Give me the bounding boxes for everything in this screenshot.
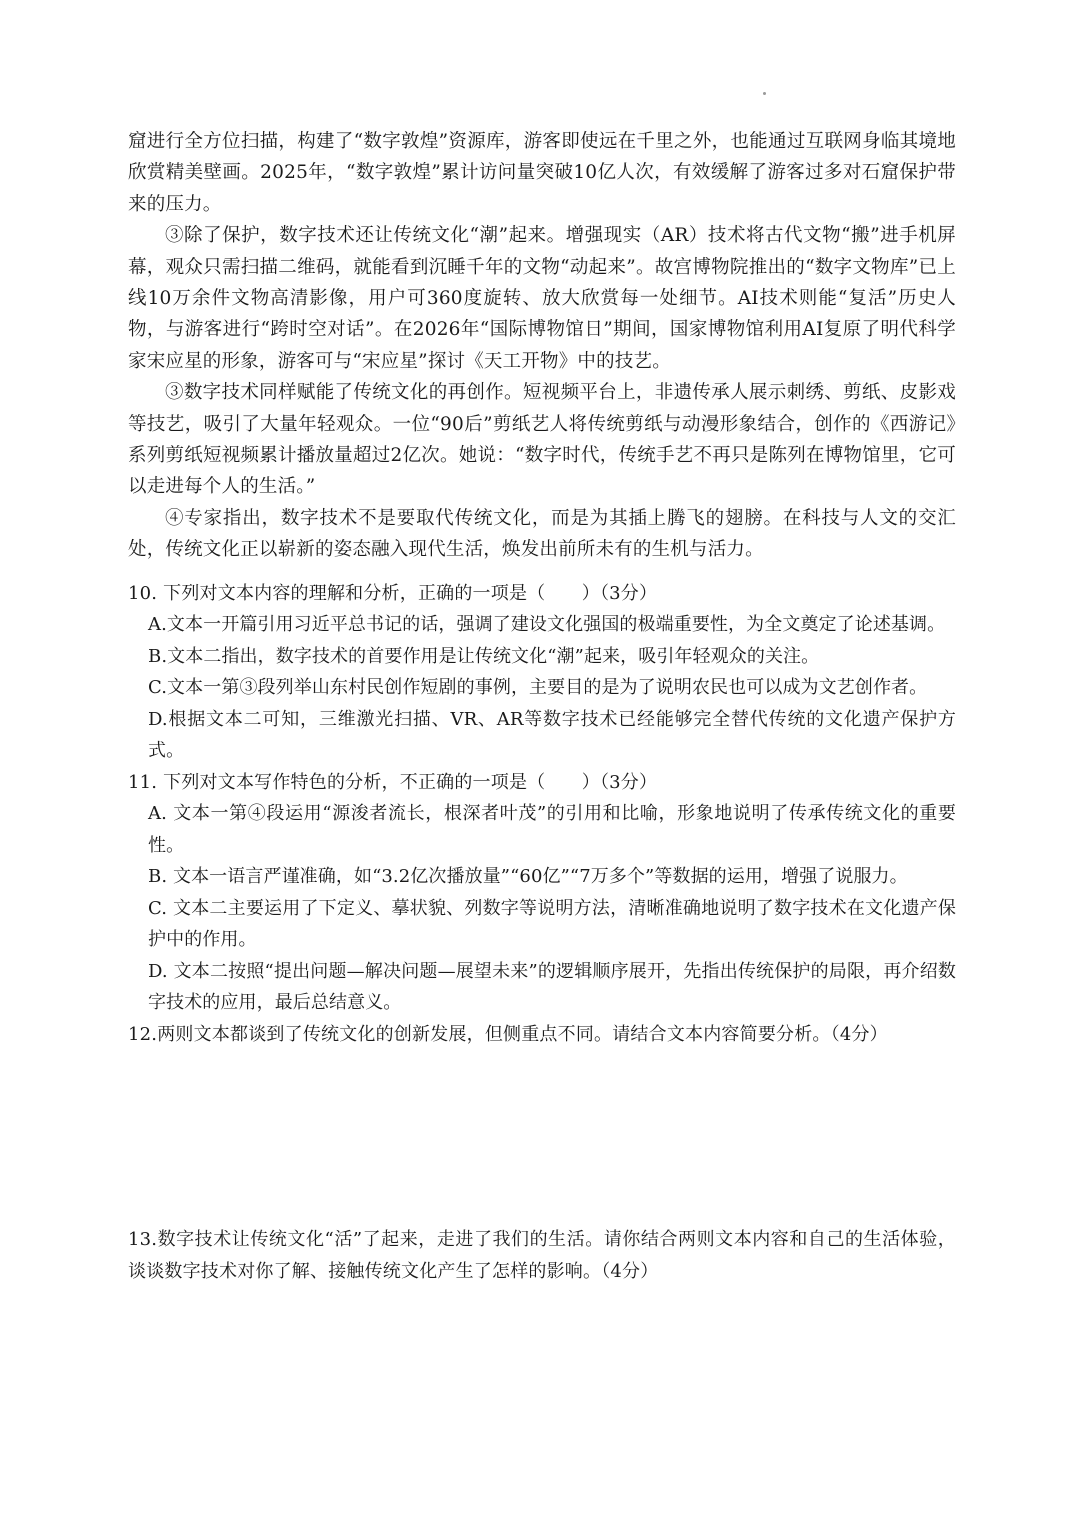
question-13-stem: 13.数字技术让传统文化“活”了起来，走进了我们的生活。请你结合两则文本内容和自己的生活体验，谈谈数字技术对你了解、接触传统文化产生了怎样的影响。（4分） (128, 1229, 956, 1282)
text2-continued (128, 126, 956, 566)
question-12 (128, 1019, 956, 1225)
question-11-option-b: B. 文本一语言严谨准确，如“3.2亿次播放量”“60亿”“7万多个”等数据的运用，增强了说服力。 (148, 866, 908, 888)
question-13 (128, 1224, 956, 1287)
question-11 (128, 767, 956, 1019)
question-10-option-b: B.文本二指出，数字技术的首要作用是让传统文化“潮”起来，吸引年轻观众的关注。 (148, 645, 820, 667)
exam-content (128, 126, 956, 1287)
question-11-option-c: C. 文本二主要运用了下定义、摹状貌、列数字等说明方法，清晰准确地说明了数字技术在文化遗产保护中的作用。 (148, 897, 956, 951)
question-11-stem: 11. 下列对文本写作特色的分析，不正确的一项是（ ）（3分） (128, 771, 658, 793)
question-10-option-a: A.文本一开篇引用习近平总书记的话，强调了建设文化强国的极端重要性，为全文奠定了论述基调。 (148, 614, 946, 636)
question-12-stem: 12.两则文本都谈到了传统文化的创新发展，但侧重点不同。请结合文本内容简要分析。（4分） (128, 1023, 888, 1045)
question-10-option-d: D.根据文本二可知，三维激光扫描、VR、AR等数字技术已经能够完全替代传统的文化遗产保护方式。 (148, 708, 956, 762)
question-10 (128, 578, 956, 767)
text2-paragraph-conclusion: ④专家指出，数字技术不是要取代传统文化，而是为其插上腾飞的翅膀。在科技与人文的交汇处，传统文化正以崭新的姿态融入现代生活，焕发出前所未有的生机与活力。 (128, 507, 956, 561)
text2-paragraph-recreation: ③数字技术同样赋能了传统文化的再创作。短视频平台上，非遗传承人展示刺绣、剪纸、皮影戏等技艺，吸引了大量年轻观众。一位“90后”剪纸艺人将传统剪纸与动漫形象结合，创作的《西游记》系列剪纸短视频累计播放量超过2亿次。她说：“数字时代，传统手艺不再只是陈列在博物馆里，它可以走进每个人的生活。” (128, 382, 956, 498)
question-11-option-d: D. 文本二按照“提出问题—解决问题—展望未来”的逻辑顺序展开，先指出传统保护的局限，再介绍数字技术的应用，最后总结意义。 (148, 960, 956, 1014)
question-10-stem: 10. 下列对文本内容的理解和分析，正确的一项是（ ）（3分） (128, 582, 658, 604)
question-12-answer-space (128, 1050, 956, 1224)
question-10-option-c: C.文本一第③段列举山东村民创作短剧的事例，主要目的是为了说明农民也可以成为文艺创作者。 (148, 677, 928, 699)
text2-paragraph-continuation: 窟进行全方位扫描，构建了“数字敦煌”资源库，游客即使远在千里之外，也能通过互联网身临其境地欣赏精美壁画。2025年，“数字敦煌”累计访问量突破10亿人次，有效缓解了游客过多对石窟保护带来的压力。 (128, 131, 956, 215)
text2-paragraph-ar-ai: ③除了保护，数字技术还让传统文化“潮”起来。增强现实（AR）技术将古代文物“搬”进手机屏幕，观众只需扫描二维码，就能看到沉睡千年的文物“动起来”。故宫博物院推出的“数字文物库”已上线10万余件文物高清影像，用户可360度旋转、放大欣赏每一处细节。AI技术则能“复活”历史人物，与游客进行“跨时空对话”。在2026年“国际博物馆日”期间，国家博物馆利用AI复原了明代科学家宋应星的形象，游客可与“宋应星”探讨《天工开物》中的技艺。 (128, 225, 956, 372)
scan-dot (763, 92, 766, 95)
question-11-option-a: A. 文本一第④段运用“源浚者流长，根深者叶茂”的引用和比喻，形象地说明了传承传统文化的重要性。 (148, 803, 956, 856)
